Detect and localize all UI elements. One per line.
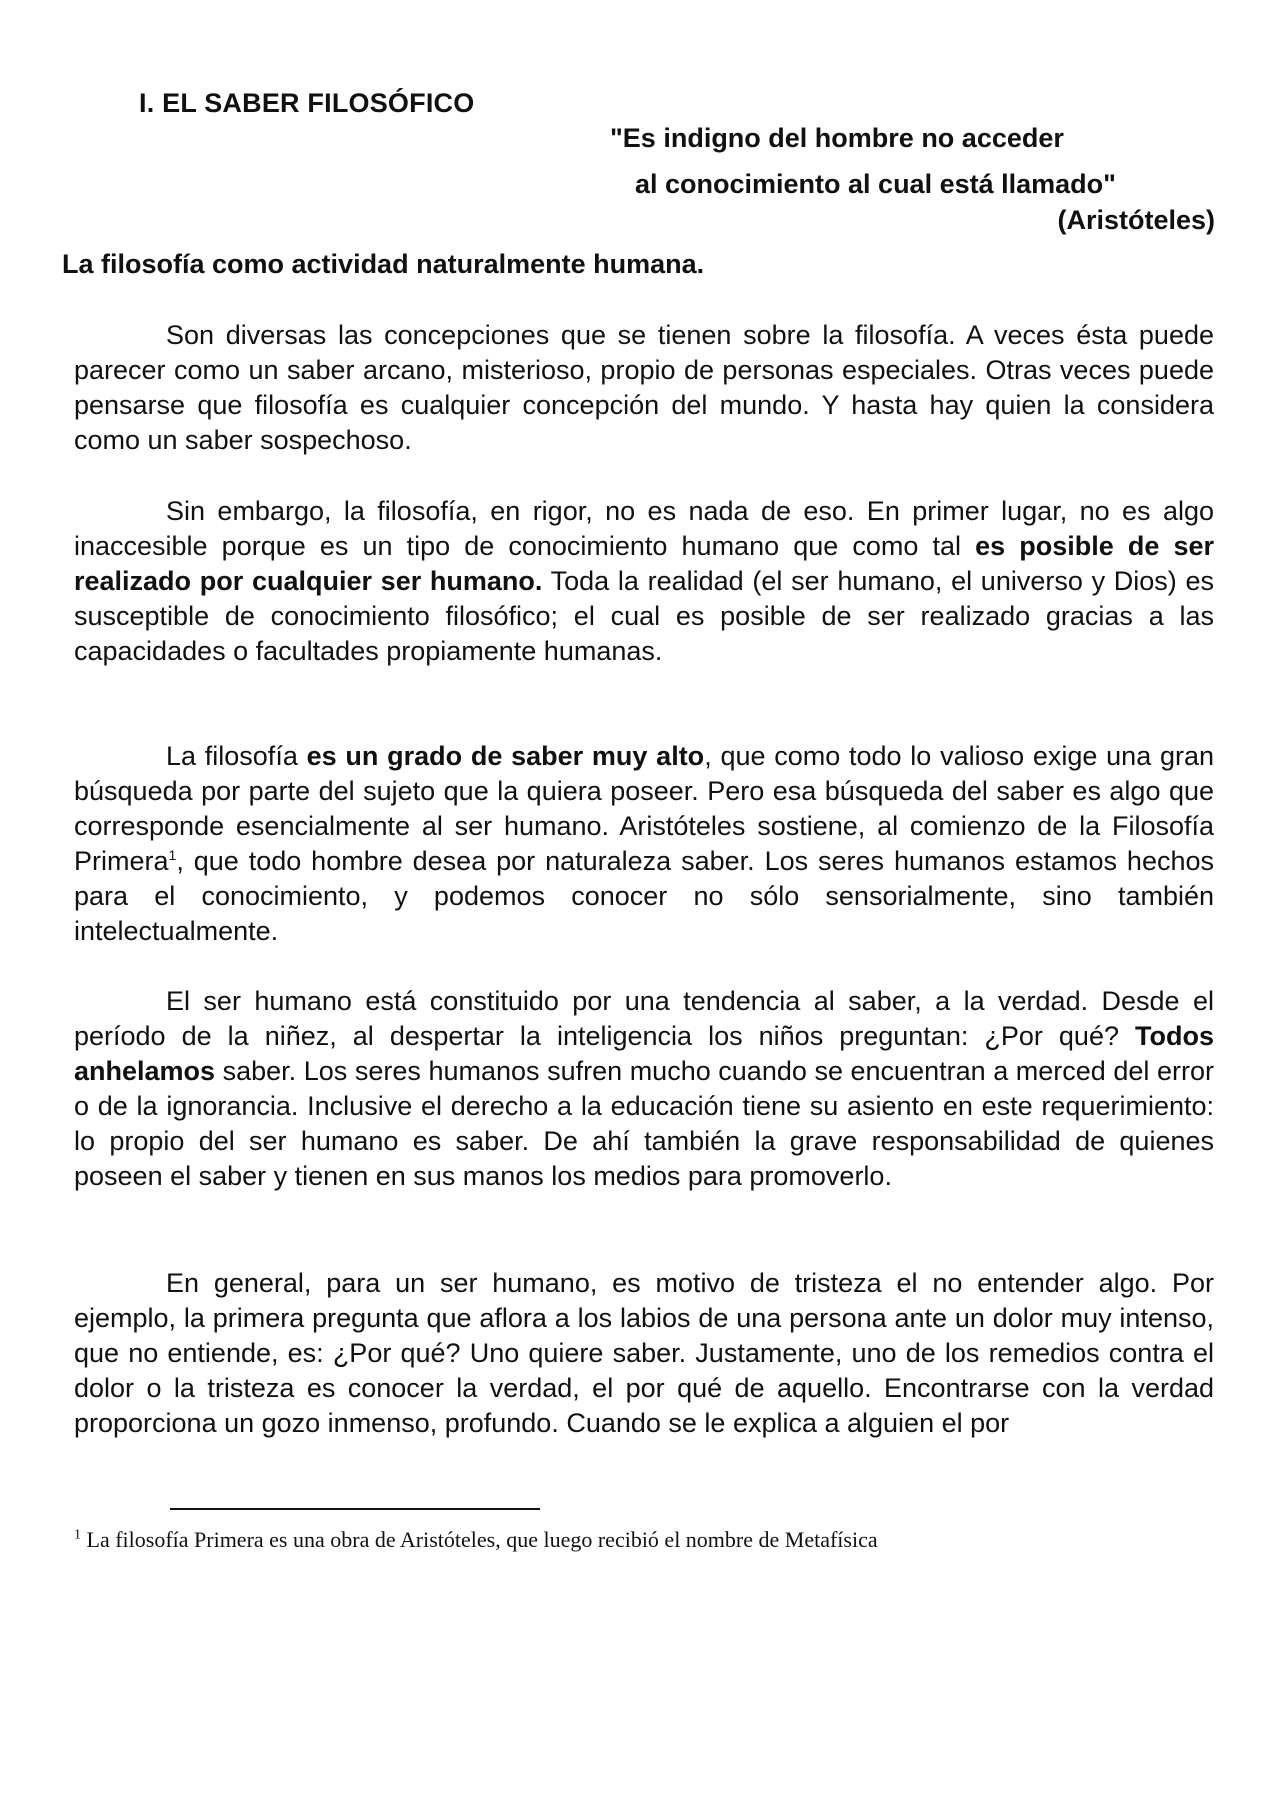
paragraph-4 <box>74 984 1214 1194</box>
footnote-number: 1 <box>74 1527 81 1543</box>
section-heading: I. EL SABER FILOSÓFICO <box>139 88 475 118</box>
paragraph-4-text-a: El ser humano está constituido por una tendencia al saber, a la verdad. Desde el período de la niñez, al despertar la inteligencia los niños preguntan: ¿Por qué? <box>74 986 1214 1051</box>
paragraph-3 <box>74 739 1214 949</box>
paragraph-3-text-c: , que como todo lo valioso exige una gran búsqueda por parte del sujeto que la quiera poseer. Pero esa búsqueda del saber es algo que corresponde esencialmente al ser humano. Aristóteles sostiene, al comienzo de la Filosofía Primera <box>74 741 1214 876</box>
paragraph-3-text-d: , que todo hombre desea por naturaleza saber. Los seres humanos estamos hechos para el conocimiento, y podemos conocer no sólo sensorialmente, sino también intelectualmente. <box>74 846 1214 946</box>
paragraph-2 <box>74 494 1214 669</box>
footnote <box>74 1527 878 1553</box>
subheading: La filosofía como actividad naturalmente humana. <box>62 249 705 279</box>
paragraph-2-text-c: Toda la realidad (el ser humano, el universo y Dios) es susceptible de conocimiento filosófico; el cual es posible de ser realizado gracias a las capacidades o facultades propiamente humanas. <box>74 566 1214 666</box>
paragraph-4-bold: Todos anhelamos <box>74 1021 1214 1086</box>
epigraph-line-2: al conocimiento al cual está llamado" <box>635 169 1116 199</box>
paragraph-3-bold: es un grado de saber muy alto <box>306 741 705 771</box>
epigraph-line-1: "Es indigno del hombre no acceder <box>610 123 1064 153</box>
footnote-reference[interactable]: 1 <box>168 847 177 863</box>
paragraph-4-text-c: saber. Los seres humanos sufren mucho cuando se encuentran a merced del error o de la ignorancia. Inclusive el derecho a la educación tiene su asiento en este requerimiento: lo propio del ser humano es saber. De ahí también la grave responsabilidad de quienes poseen el saber y tienen en sus manos los medios para promoverlo. <box>74 1056 1214 1191</box>
paragraph-3-text-a: La filosofía <box>166 741 307 771</box>
paragraph-1: Son diversas las concepciones que se tienen sobre la filosofía. A veces ésta puede parecer como un saber arcano, misterioso, propio de personas especiales. Otras veces puede pensarse que filosofía es cualquier concepción del mundo. Y hasta hay quien la considera como un saber sospechoso. <box>74 320 1214 455</box>
paragraph-5: En general, para un ser humano, es motivo de tristeza el no entender algo. Por ejemplo, la primera pregunta que aflora a los labios de una persona ante un dolor muy intenso, que no entiende, es: ¿Por qué? Uno quiere saber. Justamente, uno de los remedios contra el dolor o la tristeza es conocer la verdad, el por qué de aquello. Encontrarse con la verdad proporciona un gozo inmenso, profundo. Cuando se le explica a alguien el por <box>74 1268 1214 1438</box>
paragraph-2-bold: es posible de ser realizado por cualquier ser humano. <box>74 531 1214 596</box>
epigraph-author: (Aristóteles) <box>1057 205 1215 235</box>
paragraph-2-text-a: Sin embargo, la filosofía, en rigor, no es nada de eso. En primer lugar, no es algo inaccesible porque es un tipo de conocimiento humano que como tal <box>74 496 1214 561</box>
footnote-separator <box>170 1508 540 1510</box>
footnote-text: La filosofía Primera es una obra de Aristóteles, que luego recibió el nombre de Metafísica <box>81 1527 878 1552</box>
